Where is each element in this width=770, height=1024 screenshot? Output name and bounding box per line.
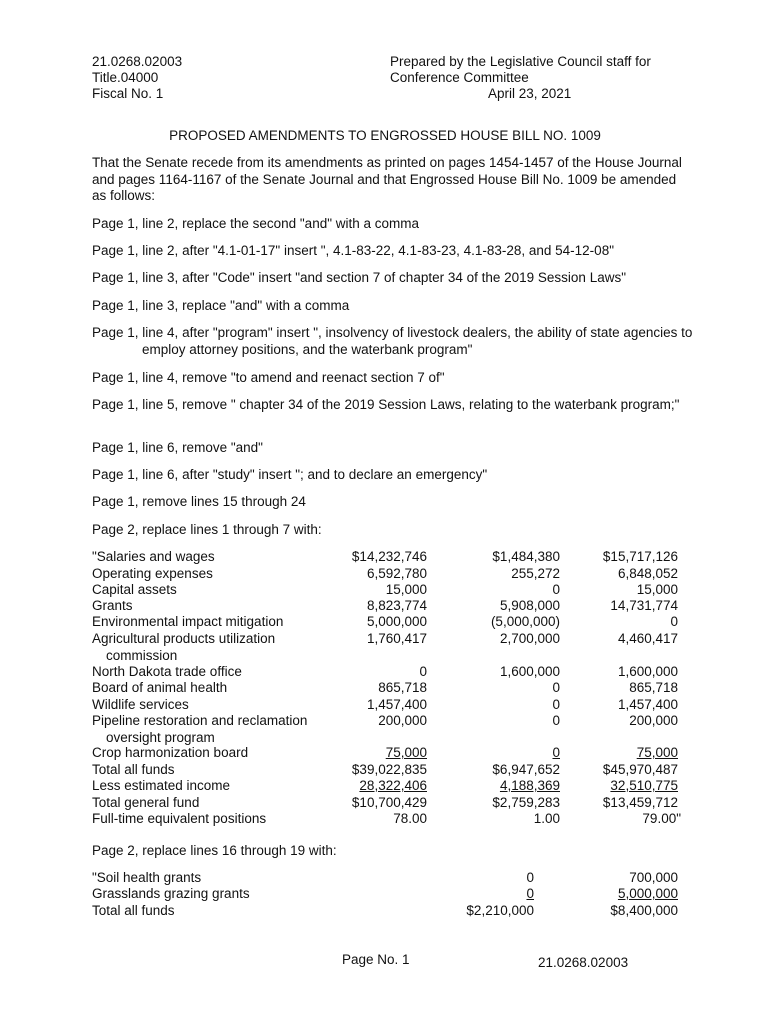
table-cell: 75,000 (385, 745, 427, 760)
table-cell: 6,848,052 (617, 566, 678, 581)
title-number: Title.04000 (92, 70, 159, 85)
table-cell: 32,510,775 (610, 778, 678, 793)
table-cell: 1,457,400 (617, 697, 678, 712)
amendment-line: Page 1, remove lines 15 through 24 (92, 494, 306, 509)
page-number: Page No. 1 (342, 952, 410, 967)
table-row-label: Pipeline restoration and reclamation oversight program (92, 713, 308, 745)
amendment-line: Page 1, line 3, after "Code" insert "and section 7 of chapter 34 of the 2019 Session Laws" (92, 270, 627, 285)
amendment-line: Page 1, line 6, after "study" insert "; and to declare an emergency" (92, 467, 488, 482)
table-cell: 1,600,000 (499, 664, 560, 679)
table-cell: 5,000,000 (617, 886, 678, 901)
table-cell: 15,000 (636, 582, 678, 597)
amendment-line: Page 1, line 4, remove "to amend and reenact section 7 of" (92, 370, 445, 385)
table-row-label: Grants (92, 598, 133, 613)
document-number: 21.0268.02003 (92, 54, 183, 69)
table-row-label: Environmental impact mitigation (92, 614, 284, 629)
amendment-line: Page 1, line 3, replace "and" with a comma (92, 298, 350, 313)
page-title: PROPOSED AMENDMENTS TO ENGROSSED HOUSE BILL NO. 1009 (169, 128, 601, 143)
table-cell: 200,000 (629, 713, 678, 728)
amendment-line: Page 1, line 2, replace the second "and" with a comma (92, 216, 420, 231)
table-row-label: Crop harmonization board (92, 745, 249, 760)
table-cell: 28,322,406 (359, 778, 427, 793)
table-row-label: Less estimated income (92, 778, 231, 793)
table-cell: $15,717,126 (602, 549, 678, 564)
table-cell: $2,210,000 (466, 903, 534, 918)
header-left (92, 54, 182, 102)
table-cell: 0 (526, 870, 534, 885)
committee: Conference Committee (390, 70, 529, 85)
table-row-label: Board of animal health (92, 680, 228, 695)
table-cell: 75,000 (636, 745, 678, 760)
amendment-line: Page 2, replace lines 16 through 19 with: (92, 843, 337, 858)
table-cell: (5,000,000) (490, 614, 560, 629)
amendment-line: Page 1, line 2, after "4.1-01-17" insert ", 4.1-83-22, 4.1-83-23, 4.1-83-28, and 54-12-08" (92, 243, 614, 258)
table-row-label: Agricultural products utilization commission (92, 631, 276, 663)
prepared-by: Prepared by the Legislative Council staff for (390, 54, 651, 69)
table-cell: 14,731,774 (610, 598, 678, 613)
table-cell: 255,272 (511, 566, 560, 581)
amendment-line: Page 1, line 4, after "program" insert ", insolvency of livestock dealers, the ability of state agencies to employ attorney positions, and the waterbank program" (92, 325, 693, 357)
table-cell: 0 (552, 680, 560, 695)
table-cell: $39,022,835 (351, 762, 427, 777)
table-cell: 0 (552, 713, 560, 728)
table-cell: 0 (419, 664, 427, 679)
table-row-label: Total all funds (92, 762, 175, 777)
table-row-label: Wildlife services (92, 697, 189, 712)
table-cell: 4,460,417 (617, 631, 678, 646)
table-cell: 0 (552, 697, 560, 712)
table-cell: 78.00 (393, 811, 427, 826)
amendment-line: Page 1, line 5, remove " chapter 34 of the 2019 Session Laws, relating to the waterbank program;" (92, 397, 680, 412)
table-cell: 1,600,000 (617, 664, 678, 679)
table-row-label: Full-time equivalent positions (92, 811, 267, 826)
table-cell: $13,459,712 (602, 795, 678, 810)
table-cell: 2,700,000 (499, 631, 560, 646)
amendment-line: Page 1, line 6, remove "and" (92, 440, 263, 455)
table-cell: 5,000,000 (366, 614, 427, 629)
table-cell: 79.00" (642, 811, 681, 826)
table-row-label: Total general fund (92, 795, 200, 810)
table-cell: 200,000 (378, 713, 427, 728)
table-cell: $14,232,746 (351, 549, 427, 564)
table-cell: $2,759,283 (492, 795, 560, 810)
table-row-label: Capital assets (92, 582, 177, 597)
table-cell: 1,457,400 (366, 697, 427, 712)
table-row-label: "Soil health grants (92, 870, 202, 885)
table-cell: 0 (670, 614, 678, 629)
table-row-label: "Salaries and wages (92, 549, 215, 564)
fiscal-number: Fiscal No. 1 (92, 86, 164, 101)
table-cell: 0 (552, 582, 560, 597)
table-cell: 15,000 (385, 582, 427, 597)
table-cell: $10,700,429 (351, 795, 427, 810)
table-cell: 6,592,780 (366, 566, 427, 581)
amendment-line: Page 2, replace lines 1 through 7 with: (92, 522, 322, 537)
table-cell: 865,718 (629, 680, 678, 695)
table-row-label: Grasslands grazing grants (92, 886, 250, 901)
table-row-label: Total all funds (92, 903, 175, 918)
table-cell: 1,760,417 (366, 631, 427, 646)
table-cell: 0 (526, 886, 534, 901)
table-cell: 8,823,774 (366, 598, 427, 613)
table-cell: 700,000 (629, 870, 678, 885)
table-cell: 1.00 (533, 811, 560, 826)
table-cell: $1,484,380 (492, 549, 560, 564)
table-row-label: Operating expenses (92, 566, 213, 581)
table-cell: $45,970,487 (602, 762, 678, 777)
table-cell: 0 (552, 745, 560, 760)
header-date: April 23, 2021 (488, 86, 572, 101)
table-cell: 5,908,000 (499, 598, 560, 613)
table-cell: $8,400,000 (610, 903, 678, 918)
table-row-label: North Dakota trade office (92, 664, 242, 679)
table-cell: 4,188,369 (499, 778, 560, 793)
table-cell: 865,718 (378, 680, 427, 695)
table-cell: $6,947,652 (492, 762, 560, 777)
footer-doc-id: 21.0268.02003 (538, 955, 629, 970)
intro-paragraph: That the Senate recede from its amendments as printed on pages 1454-1457 of the House Journal and pages 1164-1167 of the Senate Journal and that Engrossed House Bill No. 1009 be amended as follows: (92, 155, 682, 203)
header-right (390, 54, 651, 86)
